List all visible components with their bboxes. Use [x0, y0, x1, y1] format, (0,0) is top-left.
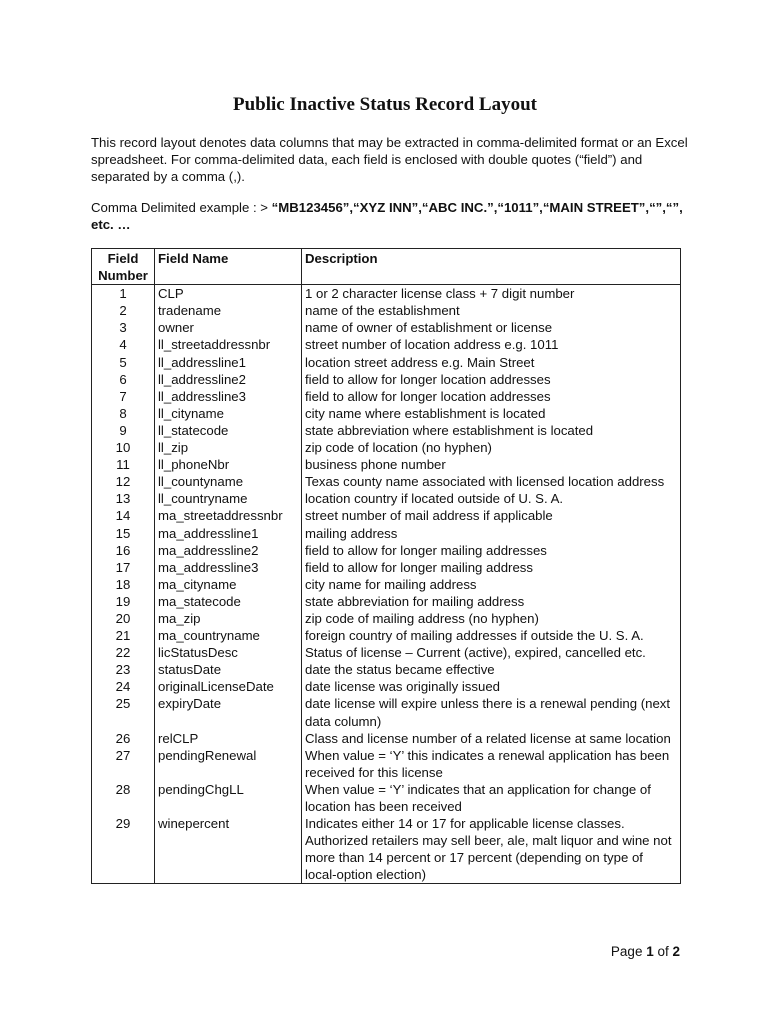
field-number-cell: 17: [92, 559, 155, 576]
field-number-cell: 4: [92, 336, 155, 353]
record-layout-table: [91, 248, 681, 884]
field-name-cell: tradename: [155, 302, 302, 319]
page-footer: [611, 944, 680, 959]
description-cell: Texas county name associated with licensed location address: [302, 473, 681, 490]
table-row: [92, 388, 681, 405]
table-row: [92, 285, 681, 303]
description-cell: field to allow for longer mailing addresses: [302, 542, 681, 559]
table-row: [92, 730, 681, 747]
page-total: 2: [672, 944, 680, 959]
field-name-cell: ma_zip: [155, 610, 302, 627]
table-row: [92, 747, 681, 781]
field-number-cell: 27: [92, 747, 155, 781]
field-number-cell: 28: [92, 781, 155, 815]
table-row: [92, 644, 681, 661]
field-number-cell: 10: [92, 439, 155, 456]
field-number-cell: 16: [92, 542, 155, 559]
table-row: [92, 627, 681, 644]
description-cell: field to allow for longer location addresses: [302, 388, 681, 405]
page-current: 1: [646, 944, 654, 959]
table-row: [92, 525, 681, 542]
field-number-cell: 22: [92, 644, 155, 661]
description-cell: name of owner of establishment or license: [302, 319, 681, 336]
field-number-cell: 18: [92, 576, 155, 593]
field-name-cell: ll_addressline2: [155, 371, 302, 388]
field-number-cell: 21: [92, 627, 155, 644]
table-row: [92, 319, 681, 336]
field-name-cell: ll_streetaddressnbr: [155, 336, 302, 353]
field-number-cell: 24: [92, 678, 155, 695]
description-cell: business phone number: [302, 456, 681, 473]
field-name-cell: ll_statecode: [155, 422, 302, 439]
description-cell: When value = ‘Y’ indicates that an application for change of location has been received: [302, 781, 681, 815]
description-cell: date the status became effective: [302, 661, 681, 678]
description-cell: location country if located outside of U. S. A.: [302, 490, 681, 507]
field-number-cell: 6: [92, 371, 155, 388]
description-cell: zip code of mailing address (no hyphen): [302, 610, 681, 627]
table-row: [92, 473, 681, 490]
field-name-cell: pendingChgLL: [155, 781, 302, 815]
field-name-cell: ma_streetaddressnbr: [155, 507, 302, 524]
table-row: [92, 439, 681, 456]
description-cell: foreign country of mailing addresses if outside the U. S. A.: [302, 627, 681, 644]
description-cell: state abbreviation where establishment is located: [302, 422, 681, 439]
description-cell: date license will expire unless there is a renewal pending (next data column): [302, 695, 681, 729]
description-cell: 1 or 2 character license class + 7 digit number: [302, 285, 681, 303]
field-name-cell: relCLP: [155, 730, 302, 747]
field-number-cell: 29: [92, 815, 155, 884]
description-cell: street number of location address e.g. 1011: [302, 336, 681, 353]
table-row: [92, 456, 681, 473]
table-row: [92, 610, 681, 627]
table-row: [92, 336, 681, 353]
field-name-cell: ll_countryname: [155, 490, 302, 507]
description-cell: location street address e.g. Main Street: [302, 354, 681, 371]
field-name-cell: ma_addressline1: [155, 525, 302, 542]
description-cell: date license was originally issued: [302, 678, 681, 695]
example-label: Comma Delimited example : >: [91, 200, 272, 215]
table-row: [92, 371, 681, 388]
field-name-cell: owner: [155, 319, 302, 336]
field-name-cell: ll_countyname: [155, 473, 302, 490]
field-number-cell: 9: [92, 422, 155, 439]
field-name-cell: licStatusDesc: [155, 644, 302, 661]
field-name-cell: ll_addressline1: [155, 354, 302, 371]
table-row: [92, 405, 681, 422]
table-row: [92, 781, 681, 815]
description-cell: When value = ‘Y’ this indicates a renewal application has been received for this license: [302, 747, 681, 781]
field-name-cell: ll_addressline3: [155, 388, 302, 405]
field-number-cell: 23: [92, 661, 155, 678]
page-label: Page: [610, 944, 647, 959]
table-row: [92, 576, 681, 593]
field-name-cell: winepercent: [155, 815, 302, 884]
description-cell: name of the establishment: [302, 302, 681, 319]
table-header-row: [92, 249, 681, 285]
field-number-cell: 5: [92, 354, 155, 371]
header-field-number: Field Number: [92, 249, 155, 285]
table-row: [92, 559, 681, 576]
field-number-cell: 20: [92, 610, 155, 627]
intro-paragraph: This record layout denotes data columns that may be extracted in comma-delimited format or an Excel spreadsheet. For comma-delimited data, each field is enclosed with double quotes (“field”) and separated by a comma (,).: [91, 135, 688, 184]
field-number-cell: 13: [92, 490, 155, 507]
field-name-cell: pendingRenewal: [155, 747, 302, 781]
table-row: [92, 354, 681, 371]
table-row: [92, 815, 681, 884]
field-number-cell: 25: [92, 695, 155, 729]
table-row: [92, 661, 681, 678]
field-name-cell: ll_cityname: [155, 405, 302, 422]
description-cell: Class and license number of a related license at same location: [302, 730, 681, 747]
description-cell: Status of license – Current (active), expired, cancelled etc.: [302, 644, 681, 661]
table-row: [92, 542, 681, 559]
page-title: Public Inactive Status Record Layout: [233, 94, 537, 115]
field-name-cell: CLP: [155, 285, 302, 303]
description-cell: zip code of location (no hyphen): [302, 439, 681, 456]
example-paragraph: [91, 199, 691, 233]
table-row: [92, 490, 681, 507]
field-name-cell: ll_phoneNbr: [155, 456, 302, 473]
field-number-cell: 12: [92, 473, 155, 490]
description-cell: street number of mail address if applicable: [302, 507, 681, 524]
table-row: [92, 422, 681, 439]
table-row: [92, 695, 681, 729]
field-number-cell: 11: [92, 456, 155, 473]
example-value: “MB123456”,“XYZ INN”,“ABC INC.”,“1011”,“MAIN STREET”,“”,“”, etc. …: [91, 200, 683, 232]
header-field-name: Field Name: [155, 249, 302, 285]
description-cell: field to allow for longer location addresses: [302, 371, 681, 388]
table-row: [92, 302, 681, 319]
field-name-cell: ma_statecode: [155, 593, 302, 610]
field-name-cell: ma_countryname: [155, 627, 302, 644]
of-label: of: [653, 944, 673, 959]
field-name-cell: ma_addressline2: [155, 542, 302, 559]
description-cell: field to allow for longer mailing address: [302, 559, 681, 576]
field-number-cell: 2: [92, 302, 155, 319]
field-number-cell: 3: [92, 319, 155, 336]
field-name-cell: statusDate: [155, 661, 302, 678]
field-name-cell: ma_addressline3: [155, 559, 302, 576]
table-row: [92, 678, 681, 695]
field-number-cell: 14: [92, 507, 155, 524]
field-number-cell: 8: [92, 405, 155, 422]
description-cell: mailing address: [302, 525, 681, 542]
table-row: [92, 507, 681, 524]
field-name-cell: originalLicenseDate: [155, 678, 302, 695]
field-number-cell: 15: [92, 525, 155, 542]
field-name-cell: ma_cityname: [155, 576, 302, 593]
field-name-cell: expiryDate: [155, 695, 302, 729]
table-row: [92, 593, 681, 610]
field-number-cell: 26: [92, 730, 155, 747]
description-cell: city name where establishment is located: [302, 405, 681, 422]
field-number-cell: 1: [92, 285, 155, 303]
field-name-cell: ll_zip: [155, 439, 302, 456]
description-cell: Indicates either 14 or 17 for applicable license classes. Authorized retailers may sell beer, ale, malt liquor and wine not more than 14 percent or 17 percent (depending on type of local-option election): [302, 815, 681, 884]
description-cell: city name for mailing address: [302, 576, 681, 593]
field-number-cell: 19: [92, 593, 155, 610]
field-number-cell: 7: [92, 388, 155, 405]
header-description: Description: [302, 249, 681, 285]
description-cell: state abbreviation for mailing address: [302, 593, 681, 610]
